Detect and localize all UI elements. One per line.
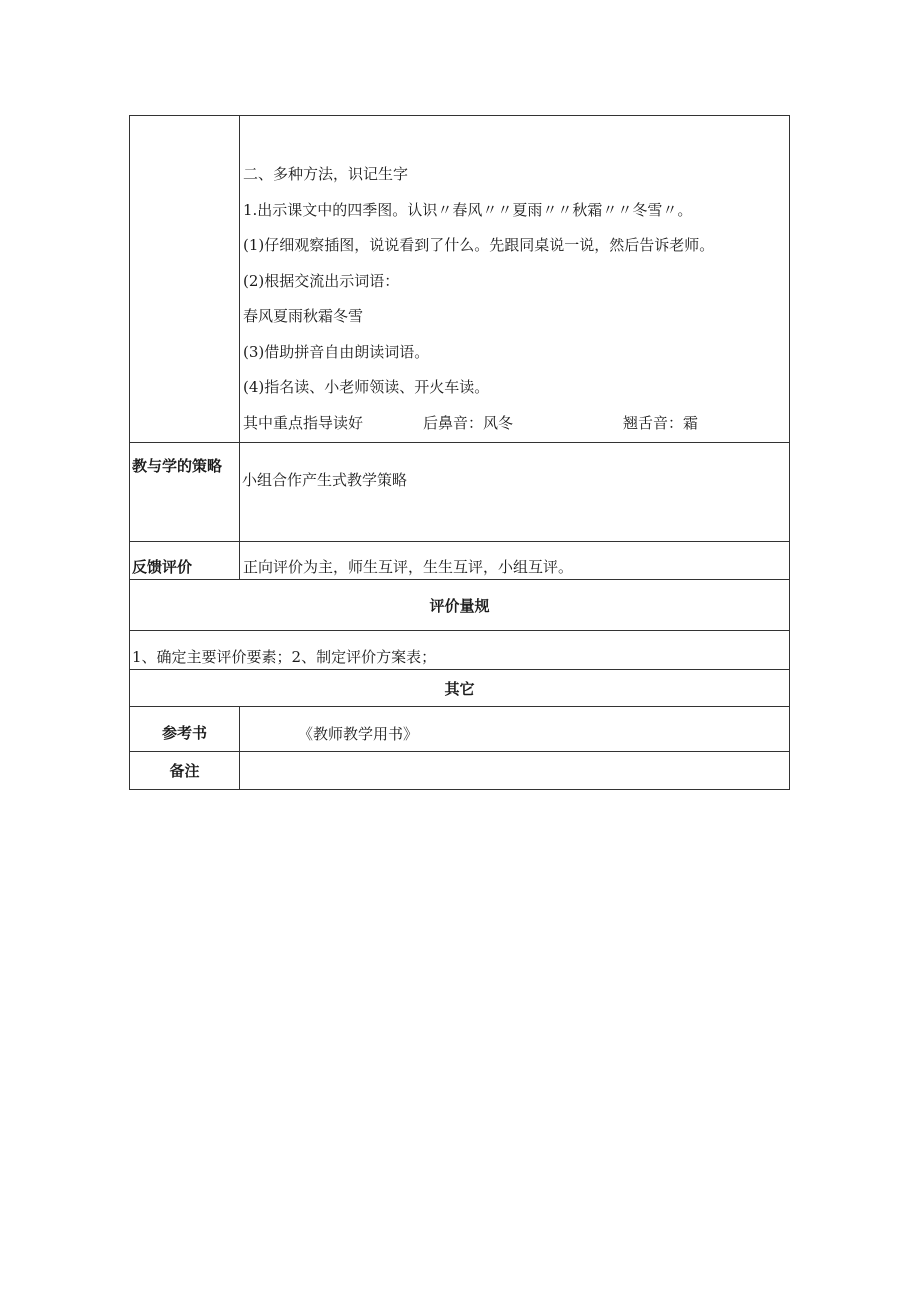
notes-text[interactable] [240, 752, 790, 790]
feedback-text: 正向评价为主，师生互评，生生互评，小组互评。 [240, 542, 790, 580]
teaching-steps-cell [240, 116, 790, 443]
other-heading-row [130, 670, 790, 707]
lesson-plan-table [129, 115, 790, 790]
focus-lead: 其中重点指导读好 [243, 413, 364, 432]
other-heading: 其它 [130, 670, 790, 707]
reference-row [130, 707, 790, 752]
step-line: (2)根据交流出示词语： [243, 271, 400, 290]
focus-back-nasal: 后鼻音：风冬 [423, 413, 514, 432]
strategy-label: 教与学的策略 [130, 443, 240, 542]
step-line: (1)仔细观察插图，说说看到了什么。先跟同桌说一说，然后告诉老师。 [243, 236, 715, 254]
step-line: (3)借助拼音自由朗读词语。 [243, 342, 430, 361]
feedback-row [130, 542, 790, 580]
rubric-heading-row [130, 580, 790, 631]
teaching-steps-label-cell [130, 116, 240, 443]
focus-line [243, 411, 789, 435]
notes-label: 备注 [130, 752, 240, 790]
reference-label: 参考书 [130, 707, 240, 752]
step-line: 1.出示课文中的四季图。认识〃春风〃〃夏雨〃〃秋霜〃〃冬雪〃。 [243, 200, 693, 219]
strategy-row [130, 443, 790, 542]
rubric-row [130, 631, 790, 670]
rubric-heading: 评价量规 [130, 580, 790, 631]
rubric-text: 1、确定主要评价要素；2、制定评价方案表； [130, 631, 790, 670]
notes-row [130, 752, 790, 790]
reference-text: 《教师教学用书》 [240, 707, 790, 752]
teaching-steps-row [130, 116, 790, 443]
focus-retroflex: 翘舌音：霜 [623, 413, 699, 432]
feedback-label: 反馈评价 [130, 542, 240, 580]
strategy-text: 小组合作产生式教学策略 [240, 443, 790, 542]
step-line: (4)指名读、小老师领读、开火车读。 [243, 378, 490, 396]
step-line: 春风夏雨秋霜冬雪 [243, 307, 364, 325]
steps-heading: 二、多种方法，识记生字 [243, 165, 409, 183]
